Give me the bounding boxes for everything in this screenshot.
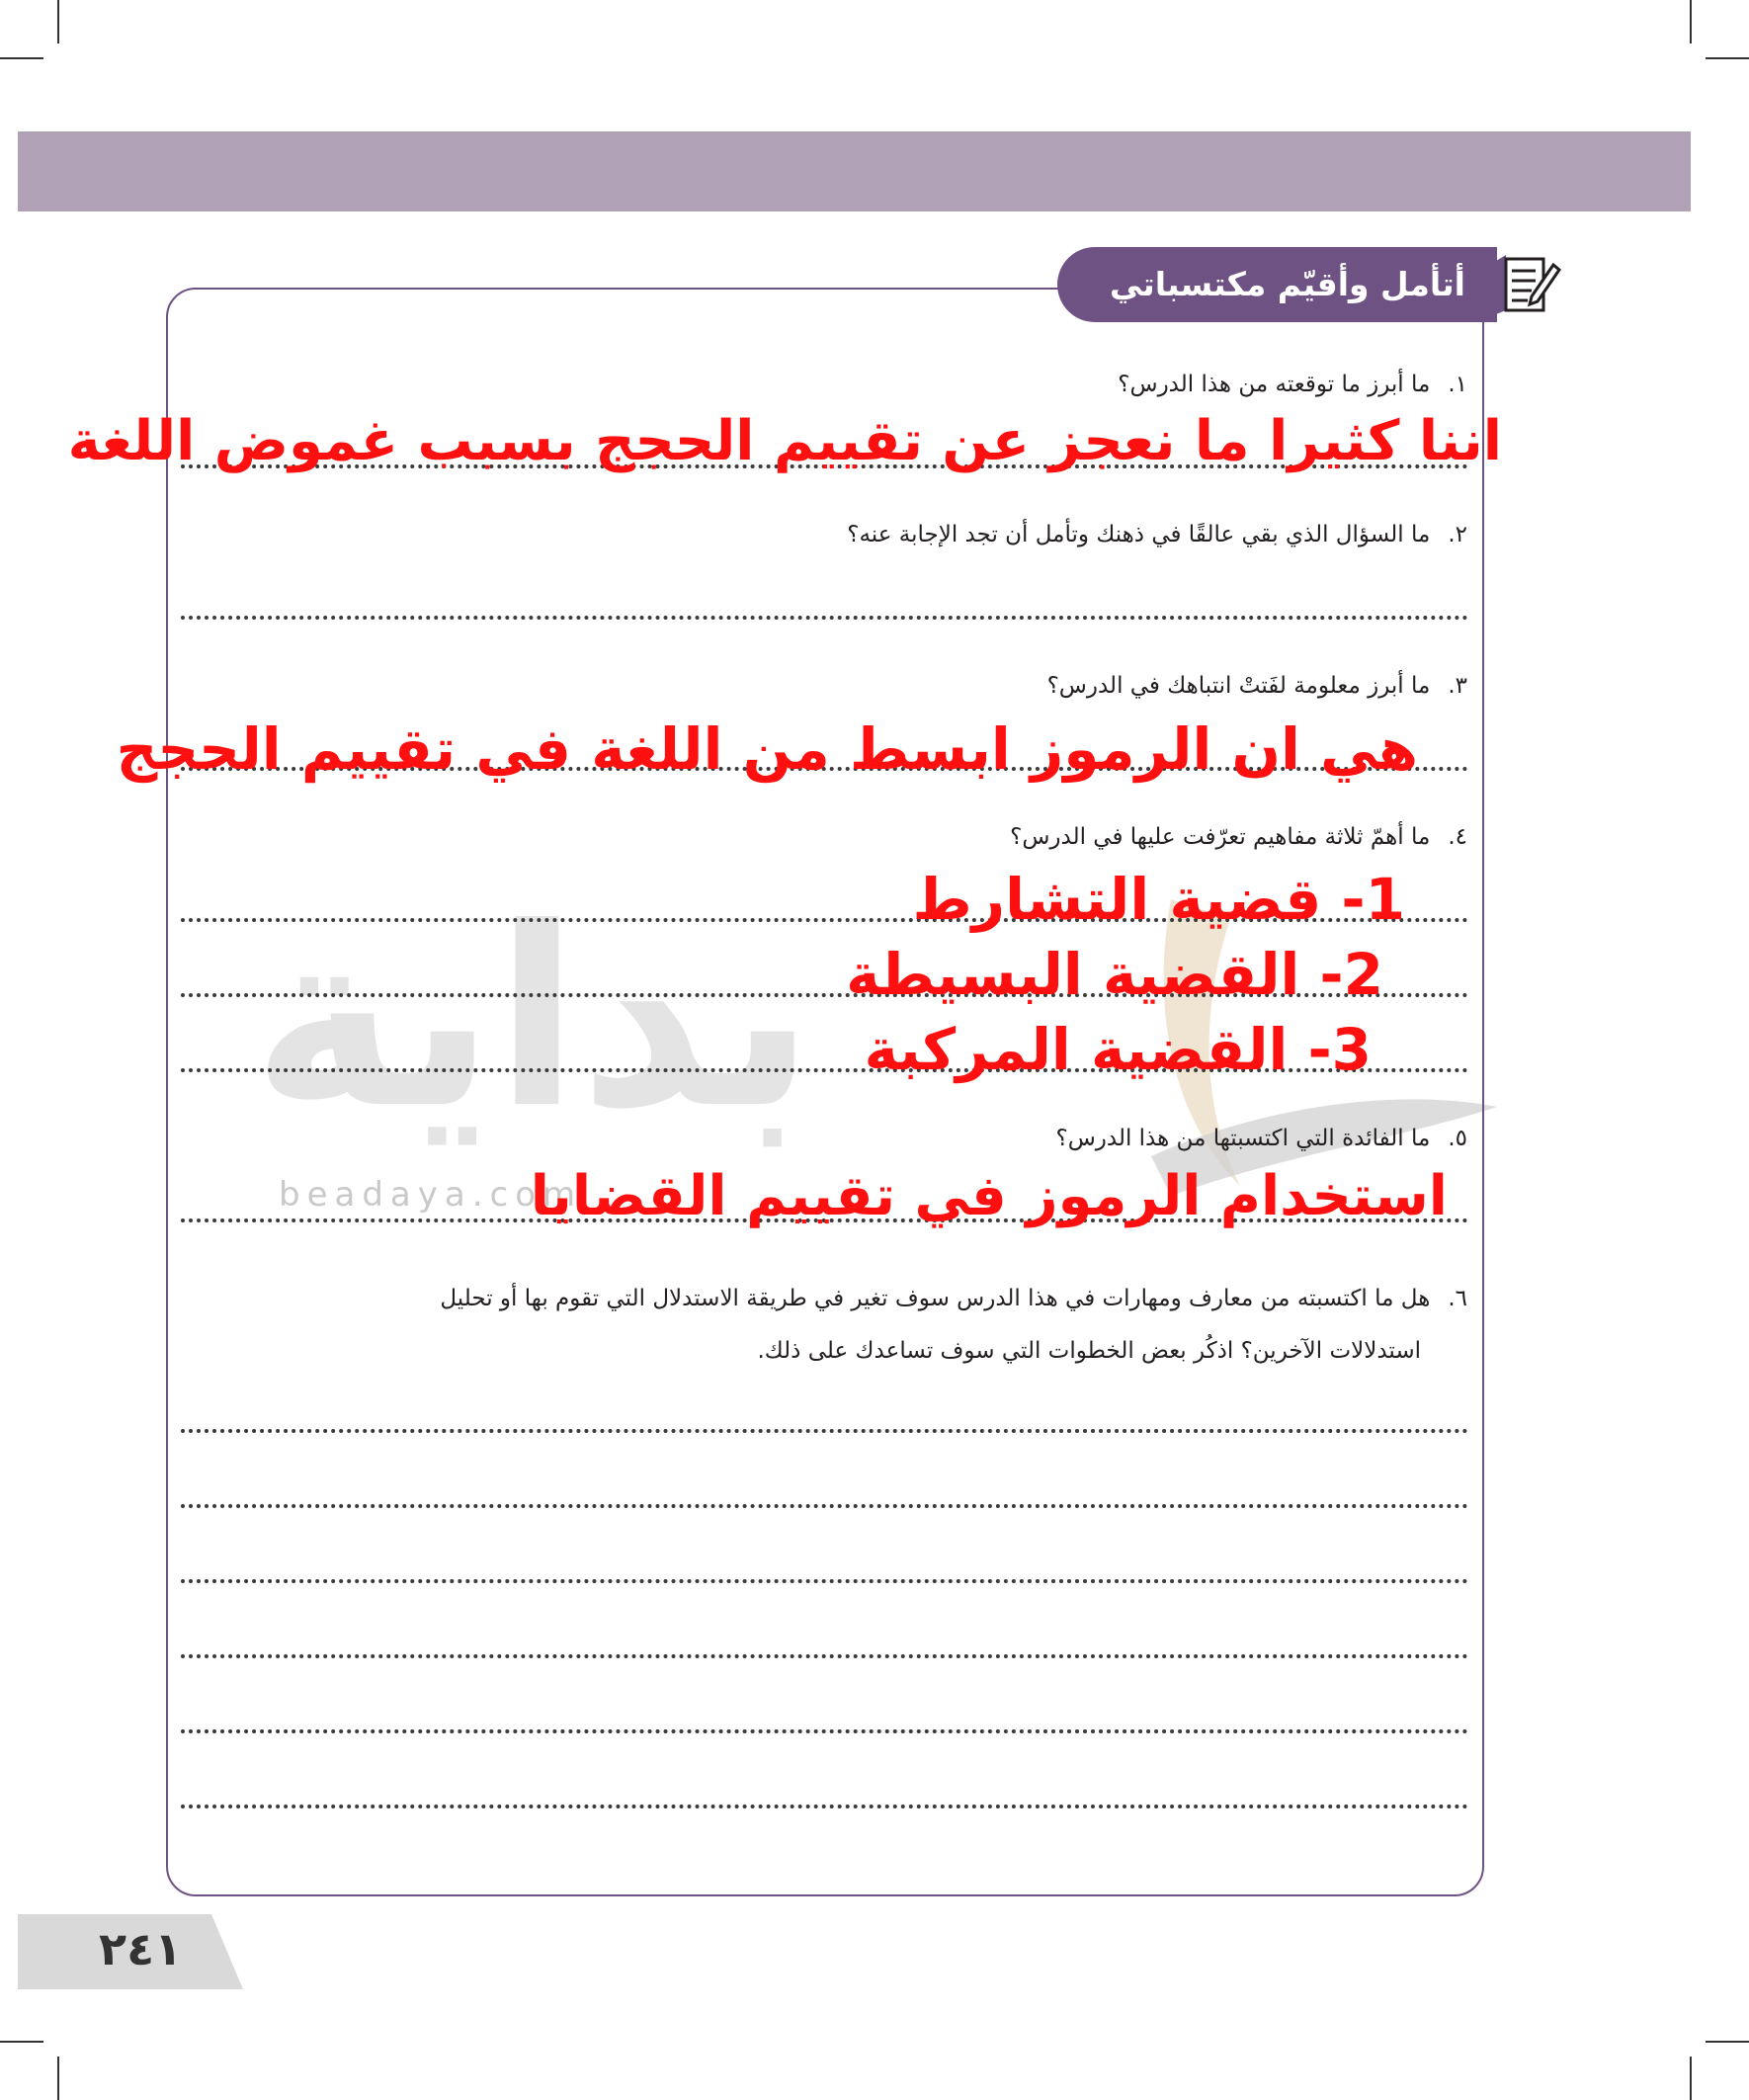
crop-mark xyxy=(1690,0,1692,43)
question-3 xyxy=(1047,673,1467,699)
answer-4-2: 2- القضية البسيطة xyxy=(846,941,1383,1008)
question-text: ما أهمّ ثلاثة مفاهيم تعرّفت عليها في الدرس؟ xyxy=(1010,824,1431,850)
question-2 xyxy=(847,522,1467,547)
question-text: ما أبرز معلومة لفَتتْ انتباهك في الدرس؟ xyxy=(1046,673,1431,699)
answer-4-3: 3- القضية المركبة xyxy=(864,1016,1372,1083)
question-4 xyxy=(1010,824,1467,850)
crop-mark xyxy=(1706,2041,1749,2043)
question-5 xyxy=(1055,1126,1467,1151)
question-number: ٦. xyxy=(1448,1286,1467,1311)
header-band xyxy=(18,131,1691,211)
page-number: ٢٤١ xyxy=(99,1922,183,1975)
pen-notebook-icon xyxy=(1492,253,1561,316)
crop-mark xyxy=(1706,57,1749,59)
crop-mark xyxy=(0,2041,43,2043)
question-text: هل ما اكتسبته من معارف ومهارات في هذا الدرس سوف تغير في طريقة الاستدلال التي تقوم بها أو تحليل xyxy=(440,1286,1431,1311)
answer-line xyxy=(181,1654,1468,1658)
question-number: ٣. xyxy=(1448,673,1467,699)
section-title: أتأمل وأقيّم مكتسباتي xyxy=(1057,247,1497,322)
question-text: ما السؤال الذي بقي عالقًا في ذهنك وتأمل أن تجد الإجابة عنه؟ xyxy=(847,522,1431,547)
question-text: ما الفائدة التي اكتسبتها من هذا الدرس؟ xyxy=(1055,1126,1431,1151)
question-6-continued xyxy=(757,1338,1421,1364)
question-number: ٤. xyxy=(1448,824,1467,850)
question-text: ما أبرز ما توقعته من هذا الدرس؟ xyxy=(1118,372,1431,397)
question-text: استدلالات الآخرين؟ اذكُر بعض الخطوات التي سوف تساعدك على ذلك. xyxy=(757,1338,1421,1364)
question-number: ٥. xyxy=(1448,1126,1467,1151)
answer-4-1: 1- قضية التشارط xyxy=(912,866,1405,933)
answer-line xyxy=(181,1805,1468,1808)
question-number: ١. xyxy=(1448,372,1467,397)
answer-1: اننا كثيرا ما نعجز عن تقييم الحجج بسبب غموض اللغة xyxy=(67,409,1502,473)
answer-line xyxy=(181,1429,1468,1433)
watermark-logo-text: بداية xyxy=(252,875,815,1162)
answer-line xyxy=(181,1504,1468,1508)
answer-line xyxy=(181,616,1468,620)
question-number: ٢. xyxy=(1448,522,1467,547)
crop-mark xyxy=(57,2057,59,2100)
crop-mark xyxy=(0,57,43,59)
answer-line xyxy=(181,1729,1468,1733)
answer-3: هي ان الرموز ابسط من اللغة في تقييم الحجج xyxy=(116,715,1418,783)
question-1 xyxy=(1118,372,1467,397)
answer-line xyxy=(181,1579,1468,1583)
crop-mark xyxy=(57,0,59,43)
question-6 xyxy=(440,1286,1467,1311)
answer-5: استخدام الرموز في تقييم القضايا xyxy=(530,1164,1448,1228)
watermark-url: beadaya.com xyxy=(279,1175,583,1215)
crop-mark xyxy=(1690,2057,1692,2100)
